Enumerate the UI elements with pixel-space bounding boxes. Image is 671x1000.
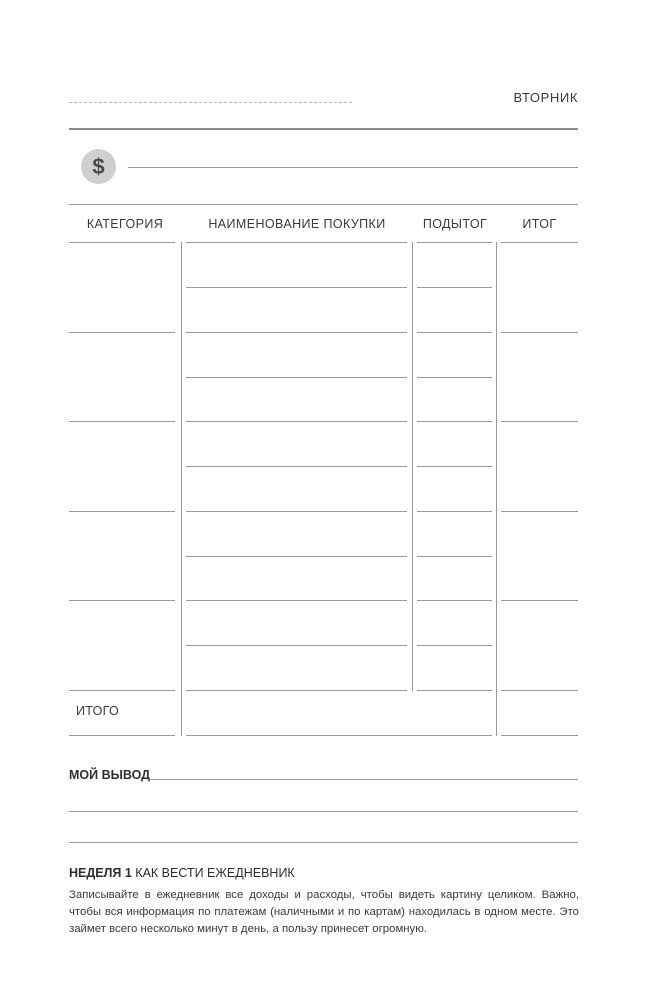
header-underline bbox=[69, 242, 175, 243]
total-label: ИТОГО bbox=[76, 704, 120, 718]
item-row-line bbox=[186, 600, 407, 601]
total-row-line bbox=[501, 511, 578, 512]
subtotal-row-line bbox=[417, 600, 492, 601]
subtotal-row-line bbox=[417, 466, 492, 467]
header-underline bbox=[501, 242, 578, 243]
item-row-line bbox=[186, 287, 407, 288]
item-row-line bbox=[186, 511, 407, 512]
item-row-line bbox=[186, 332, 407, 333]
week-heading bbox=[69, 866, 295, 880]
week-label: НЕДЕЛЯ 1 bbox=[69, 866, 132, 880]
total-row-line bbox=[501, 690, 578, 691]
column-header-category: КАТЕГОРИЯ bbox=[86, 217, 164, 231]
item-row-line bbox=[186, 690, 407, 691]
item-row-line bbox=[186, 466, 407, 467]
header-underline bbox=[186, 242, 407, 243]
category-row-line bbox=[69, 690, 175, 691]
column-header-total: ИТОГ bbox=[522, 217, 557, 231]
header-underline bbox=[417, 242, 492, 243]
table-top-divider bbox=[69, 204, 578, 205]
subtotal-row-line bbox=[417, 287, 492, 288]
total-bottom-line bbox=[501, 735, 578, 736]
category-row-line bbox=[69, 421, 175, 422]
column-separator bbox=[181, 242, 182, 736]
total-bottom-line bbox=[186, 735, 492, 736]
subtotal-row-line bbox=[417, 377, 492, 378]
subtotal-row-line bbox=[417, 421, 492, 422]
total-bottom-line bbox=[69, 735, 175, 736]
subtotal-row-line bbox=[417, 645, 492, 646]
item-row-line bbox=[186, 421, 407, 422]
conclusion-line bbox=[69, 811, 578, 812]
header-divider bbox=[69, 128, 578, 130]
subtotal-row-line bbox=[417, 690, 492, 691]
dollar-coin-icon: $ bbox=[81, 149, 116, 184]
column-separator bbox=[412, 242, 413, 691]
total-row-line bbox=[501, 332, 578, 333]
total-row-line bbox=[501, 421, 578, 422]
item-row-line bbox=[186, 645, 407, 646]
day-label: ВТОРНИК bbox=[513, 90, 578, 105]
conclusion-line bbox=[147, 779, 578, 780]
category-row-line bbox=[69, 332, 175, 333]
item-row-line bbox=[186, 377, 407, 378]
date-line bbox=[69, 102, 352, 103]
week-title: КАК ВЕСТИ ЕЖЕДНЕВНИК bbox=[135, 866, 295, 880]
item-row-line bbox=[186, 556, 407, 557]
total-row-line bbox=[501, 600, 578, 601]
column-header-item: НАИМЕНОВАНИЕ ПОКУПКИ bbox=[208, 217, 386, 231]
subtotal-row-line bbox=[417, 556, 492, 557]
category-row-line bbox=[69, 600, 175, 601]
footer-paragraph: Записывайте в ежедневник все доходы и расходы, чтобы видеть картину целиком. Важно, чтобы вся информация по платежам (наличными и по картам) находилась в одном месте. Это займет всего несколько минут в день, а пользу принесет огромную. bbox=[69, 889, 579, 935]
column-header-subtotal: ПОДЫТОГ bbox=[422, 217, 488, 231]
conclusion-label: МОЙ ВЫВОД bbox=[69, 768, 151, 782]
subtotal-row-line bbox=[417, 332, 492, 333]
column-separator bbox=[496, 242, 497, 736]
amount-line bbox=[128, 167, 578, 168]
subtotal-row-line bbox=[417, 511, 492, 512]
category-row-line bbox=[69, 511, 175, 512]
conclusion-line bbox=[69, 842, 578, 843]
